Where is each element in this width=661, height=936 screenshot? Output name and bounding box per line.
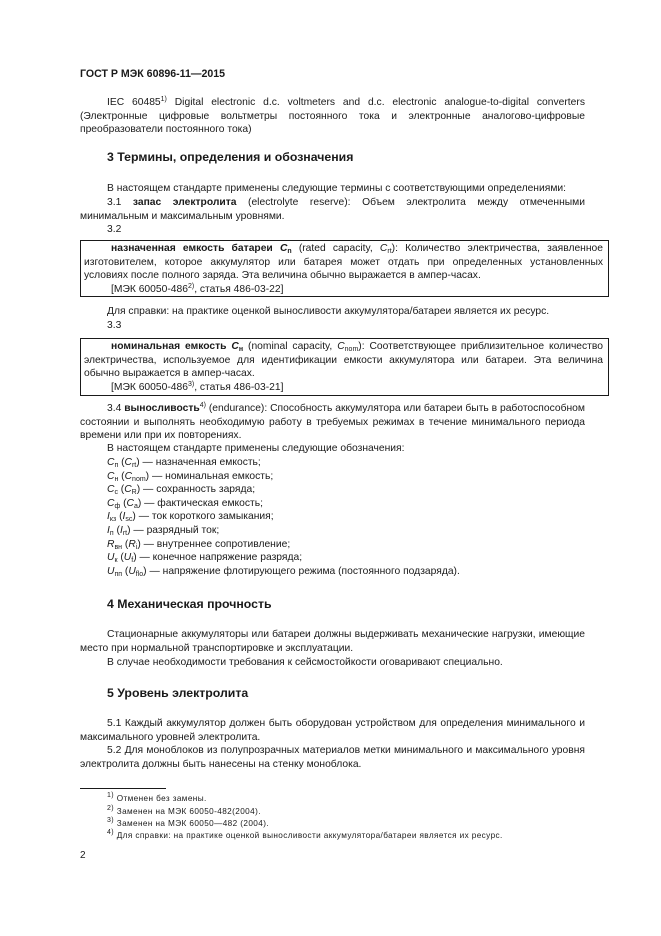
section-4-p1: Стационарные аккумуляторы или батареи должны выдерживать механические нагрузки, имеющие место при нормальной транспортировке и эксплуатации. [80, 629, 585, 654]
desc: — конечное напряжение разряда; [136, 552, 303, 564]
symbol-item: $I_{кз}$ $(I_{sc})$ — ток короткого замыкания; [107, 511, 274, 524]
symbol-item: $R_{вн}$ $(R_i)$ — внутреннее сопротивление; [107, 538, 291, 551]
desc: — сохранность заряда; [140, 484, 256, 496]
sym-sub: пп [114, 570, 123, 578]
term-3-3-definition [84, 340, 603, 381]
normative-reference [80, 96, 585, 137]
source-b: , статья 486-03-21] [194, 381, 284, 393]
symbol-item: $C_п$ $(C_{rt})$ — назначенная емкость; [107, 457, 261, 469]
sym: C [107, 470, 115, 482]
running-header: ГОСТ Р МЭК 60896-11—2015 [80, 68, 226, 80]
sym-sub: кз [109, 516, 117, 524]
fn-mark: 4) [107, 829, 115, 836]
alt: C [124, 484, 132, 496]
term-name: запас электролита [132, 197, 237, 208]
footnote-2 [107, 806, 261, 817]
sym-sub: п [114, 462, 119, 469]
term-3-3-number: 3.3 [107, 320, 122, 331]
sym-sub: ф [114, 502, 121, 510]
symbol-sub: n [287, 248, 292, 255]
term-definition: (electrolyte reserve): Объем электролита между отмеченными минимальным и максимальным уровнями. [80, 197, 585, 222]
symbols-intro: В настоящем стандарте применены следующие обозначения: [107, 443, 405, 454]
terms-intro: В настоящем стандарте применены следующие термины с соответствующими определениями: [107, 183, 567, 194]
alt-sub: rt [122, 529, 128, 537]
sym-sub: с [114, 489, 118, 497]
alt: C [126, 497, 134, 509]
alt-sub: a [133, 502, 138, 510]
term-3-2-definition [84, 242, 603, 283]
alt: R [128, 538, 136, 550]
sym-sub: к [114, 557, 118, 565]
footnote-4 [107, 830, 503, 841]
sym: R [107, 538, 115, 550]
desc: — фактическая емкость; [141, 497, 263, 509]
alt: U [128, 565, 136, 577]
symbols-list [107, 456, 587, 578]
alt: I [119, 524, 123, 536]
fn-text: Отменен без замены. [116, 794, 207, 803]
alt: C [124, 457, 132, 468]
desc: — назначенная емкость; [139, 457, 261, 468]
desc: — внутреннее сопротивление; [140, 538, 291, 550]
alt-sub: rt [131, 462, 137, 469]
fn-text: Заменен на МЭК 60050-482(2004). [116, 807, 261, 816]
term-3-2-box [80, 240, 609, 297]
sym: C [107, 484, 115, 496]
symbol-sub: nom [344, 346, 359, 353]
symbol-item: $C_ф$ $(C_a)$ — фактическая емкость; [107, 497, 263, 510]
term-definition: ): Соответствующее приблизительное количество электричества, используемое для идентификации емкости аккумулятора или батареи. Эта величина обычно выражается в ампер-часах. [84, 341, 603, 380]
alt-sub: i [135, 543, 138, 551]
section-5-p1: 5.1 Каждый аккумулятор должен быть оборудован устройством для определения минимального и максимального уровней электролита. [80, 718, 585, 743]
symbol-item: $U_{пп}$ $(U_{flo})$ — напряжение флотирующего режима (постоянного подзаряда). [107, 565, 460, 578]
iec-text: Digital electronic d.c. voltmeters and d.c. electronic analogue-to-digital converters (Электронные цифровые вольтметры постоянного тока и электронные аналогово-цифровые преобразователи постоянного тока) [80, 97, 585, 136]
sym: I [107, 511, 110, 523]
term-english: (rated capacity, [291, 243, 380, 254]
section-4-title: 4 Механическая прочность [107, 597, 272, 611]
fn-mark: 2) [107, 805, 115, 812]
fn-mark: 3) [107, 817, 115, 824]
term-name: выносливость [124, 403, 200, 414]
term-number: 3.1 [107, 197, 133, 208]
symbol: C [337, 341, 345, 352]
section-5-title: 5 Уровень электролита [107, 686, 249, 700]
term-3-4 [80, 402, 585, 443]
fn-text: Заменен на МЭК 60050—482 (2004). [116, 819, 270, 828]
term-english: (nominal capacity, [243, 341, 338, 352]
alt: U [123, 552, 132, 564]
footnote-mark: 1) [160, 96, 167, 103]
symbol-item: $C_с$ $(C_R)$ — сохранность заряда; [107, 484, 256, 497]
fn-mark: 1) [107, 792, 115, 799]
symbol-item: $U_к$ $(U_f)$ — конечное напряжение разряда; [107, 552, 303, 565]
section-4-p2: В случае необходимости требования к сейсмостойкости оговаривают специально. [107, 657, 503, 668]
footnote-mark: 2) [187, 282, 195, 290]
term-number: 3.4 [107, 403, 125, 414]
alt-sub: R [131, 489, 137, 497]
symbol-sub: rt [387, 248, 392, 255]
page-number: 2 [80, 850, 86, 861]
desc: — напряжение флотирующего режима (постоянного подзаряда). [146, 565, 460, 577]
sym-sub: п [109, 529, 114, 537]
sym: I [107, 524, 110, 536]
alt-sub: nom [132, 475, 146, 483]
alt: I [122, 511, 126, 523]
alt-sub: f [131, 557, 134, 565]
source-a: [МЭК 60050-486 [111, 381, 188, 393]
fn-text: Для справки: на практике оценкой выносливости аккумулятора/батареи является их ресурс. [116, 831, 503, 840]
symbol: C [379, 243, 388, 254]
note-3-2: Для справки: на практике оценкой выносливости аккумулятора/батареи является их ресурс. [107, 306, 550, 317]
source-b: , статья 486-03-22] [194, 283, 284, 295]
alt-sub: flo [135, 570, 144, 578]
symbol-item: $C_н$ $(C_{nom})$ — номинальная емкость; [107, 470, 274, 483]
term-name: номинальная емкость [111, 341, 232, 352]
sym-sub: н [114, 475, 119, 483]
footnote-1 [107, 793, 207, 804]
section-5-p2: 5.2 Для моноблоков из полупрозрачных материалов метки минимального и максимального уровня электролита должны быть нанесены на стенку моноблока. [80, 745, 585, 770]
symbol: C [231, 341, 239, 352]
alt-sub: sc [125, 516, 133, 524]
section-3-title: 3 Термины, определения и обозначения [107, 150, 354, 164]
term-3-2-number: 3.2 [107, 224, 122, 235]
footnote-3 [107, 818, 269, 829]
footnote-mark: 4) [199, 402, 206, 409]
sym: U [107, 565, 115, 577]
footnote-mark: 3) [187, 380, 195, 388]
term-definition: (endurance): Способность аккумулятора или батареи быть в работоспособном состоянии и выполнять необходимую работу в требуемых режимах в течение минимального периода времени или при их повторениях. [80, 403, 585, 442]
symbol-item: $I_п$ $(I_{rt})$ — разрядный ток; [107, 524, 220, 537]
source-a: [МЭК 60050-486 [111, 283, 188, 295]
sym: C [107, 497, 115, 509]
term-definition: ): Количество электричества, заявленное изготовителем, которое аккумулятор или батарея может отдать при определенных установленных условиях после полного заряда. Эта величина обычно выражается в ампер-часах. [84, 243, 604, 282]
term-3-3-source [84, 381, 603, 395]
term-name: назначенная емкость батареи [111, 243, 280, 254]
symbol: C [279, 243, 288, 254]
sym-sub: вн [114, 543, 123, 551]
desc: — ток короткого замыкания; [135, 511, 274, 523]
desc: — разрядный ток; [130, 524, 220, 536]
symbol-sub: н [238, 346, 244, 353]
sym: C [107, 457, 115, 468]
sym: U [107, 552, 115, 564]
term-3-3-box [80, 338, 609, 396]
iec-id: IEC 60485 [107, 97, 161, 108]
alt: C [124, 470, 133, 482]
term-3-1 [80, 196, 585, 223]
footnote-rule [80, 788, 166, 789]
term-3-2-source [84, 283, 603, 297]
desc: — номинальная емкость; [149, 470, 274, 482]
